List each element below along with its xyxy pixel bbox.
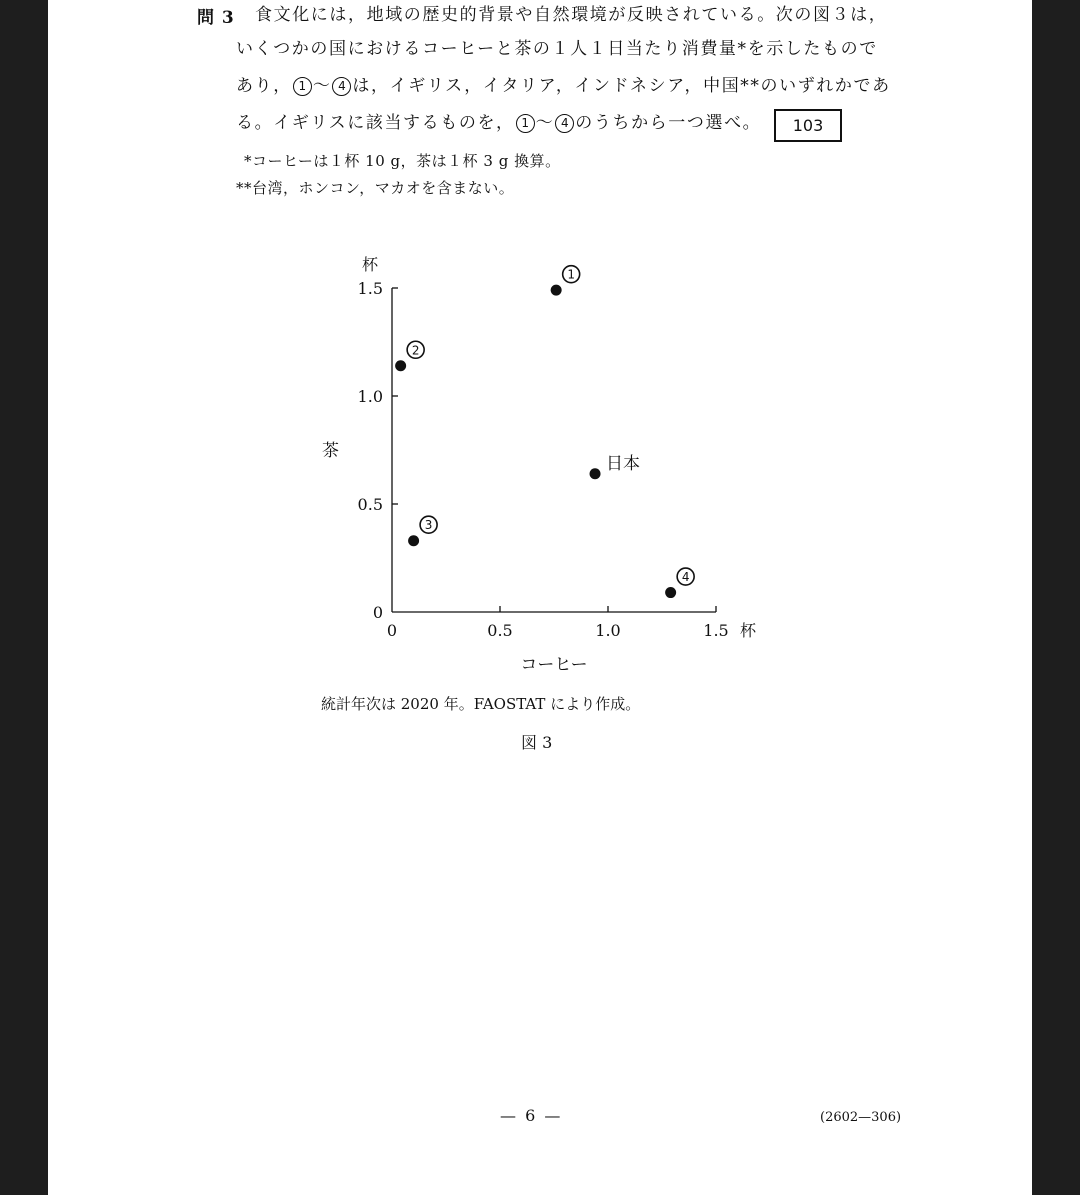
- y-tick-label: 1.0: [357, 387, 383, 406]
- x-unit-label: 杯: [740, 621, 757, 640]
- point-label: 2: [411, 343, 420, 358]
- page-number: — 6 —: [500, 1106, 563, 1125]
- figure-label: 図 3: [521, 733, 553, 752]
- point-label: 3: [424, 518, 433, 533]
- data-point: [408, 535, 419, 546]
- question-line-3-start: あり，: [236, 76, 292, 96]
- x-tick-label: 0.5: [487, 621, 513, 640]
- range-tilde: 〜: [535, 113, 555, 133]
- x-tick-label: 1.0: [595, 621, 621, 640]
- question-line-4-start: る。イギリスに該当するものを，: [236, 113, 515, 133]
- circled-number-first: 1: [516, 114, 535, 133]
- data-point: [395, 360, 406, 371]
- y-unit-label: 杯: [362, 255, 379, 274]
- data-point: [590, 468, 601, 479]
- y-tick-label: 0.5: [357, 495, 383, 514]
- x-tick-label: 0: [386, 621, 398, 640]
- footnote-china: **台湾，ホンコン，マカオを含まない。: [236, 179, 515, 197]
- x-tick-label: 1.5: [703, 621, 729, 640]
- y-tick-label: 1.5: [357, 279, 383, 298]
- point-label: 4: [681, 570, 690, 585]
- answer-box[interactable]: 103: [774, 109, 842, 142]
- circled-number-first: 1: [293, 77, 312, 96]
- page-code: (2602—306): [820, 1110, 902, 1125]
- figure-source: 統計年次は 2020 年。FAOSTAT により作成。: [321, 695, 641, 713]
- question-line-3-end: は，イギリス，イタリア，インドネシア，中国**のいずれかであ: [352, 76, 891, 96]
- footnote-coffee: *コーヒーは１杯 10 g，茶は１杯 3 g 換算。: [244, 152, 561, 170]
- range-tilde: 〜: [312, 76, 332, 96]
- y-tick-label: 0: [372, 603, 383, 622]
- question-line-4-end: のうちから一つ選べ。: [575, 113, 762, 133]
- circled-number-last: 4: [332, 77, 351, 96]
- point-label: 日本: [606, 453, 641, 474]
- x-axis-title: コーヒー: [520, 655, 588, 675]
- data-point: [665, 587, 676, 598]
- question-line-1: 食文化には，地域の歴史的背景や自然環境が反映されている。次の図３は，: [255, 5, 888, 25]
- y-axis-title: 茶: [322, 441, 339, 461]
- point-label: 1: [567, 267, 575, 282]
- question-line-2: いくつかの国におけるコーヒーと茶の１人１日当たり消費量*を示したもので: [236, 39, 878, 59]
- data-point: [551, 285, 562, 296]
- question-number: 問 3: [197, 8, 235, 28]
- circled-number-last: 4: [555, 114, 574, 133]
